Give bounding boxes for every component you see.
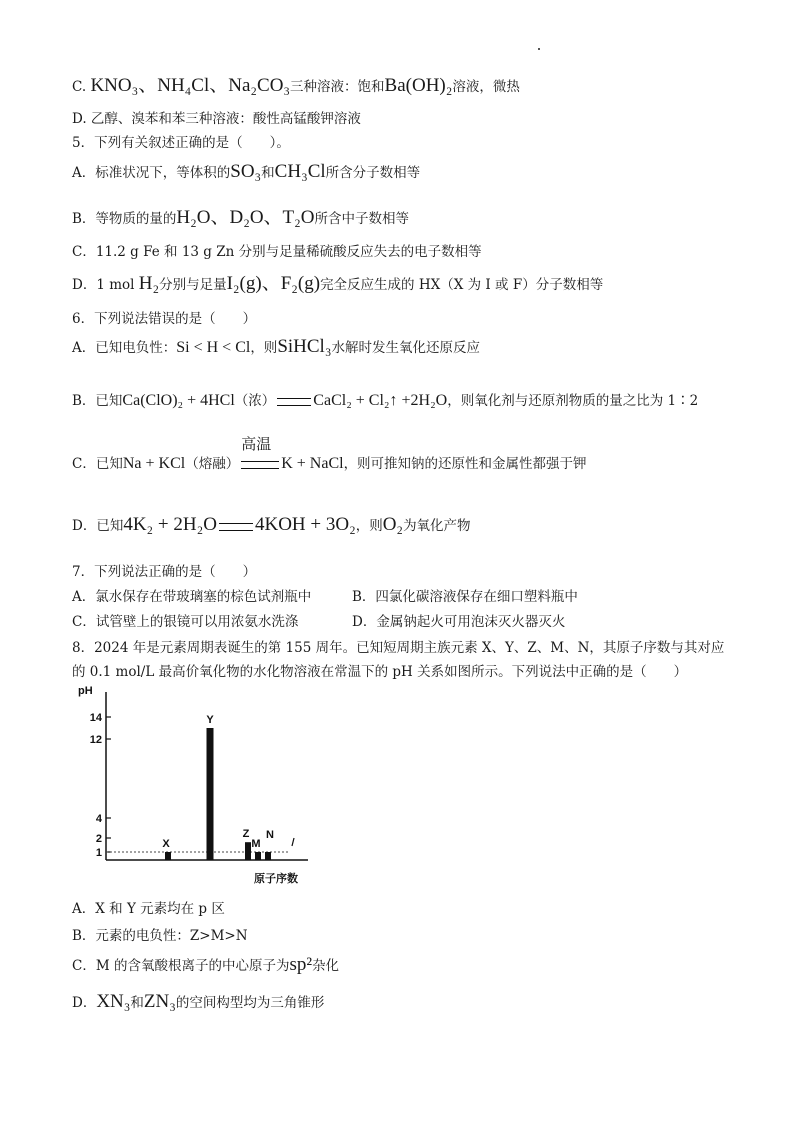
y-tick-label: 12 [89, 734, 102, 746]
bar-X [165, 852, 171, 860]
y-tick-label: 4 [95, 813, 102, 825]
scan-dot [538, 48, 540, 50]
bar-label-Z: Z [242, 828, 250, 841]
axis-break-mark [292, 838, 294, 846]
q6-option-c: C．已知Na + KCl（熔融） 高温 K + NaCl，则可推知钠的还原性和金属性都强于钾 [72, 434, 587, 472]
bar-Z [245, 842, 251, 860]
bar-label-X: X [162, 838, 170, 850]
q8-option-d: D．XN₃和ZN₃的空间构型均为三角锥形 [72, 991, 325, 1012]
q8-stem-line1: 8．2024 年是元素周期表诞生的第 155 周年。已知短周期主族元素 X、Y、Z、M、N，其原子序数与其对应 [72, 640, 725, 656]
q7-option-b: B．四氯化碳溶液保存在细口塑料瓶中 [352, 589, 578, 605]
bar-N [265, 852, 271, 860]
q8-stem-line2: 的 0.1 mol/L 最高价氧化物的水化物溶液在常温下的 pH 关系如图所示。下列说法中正确的是（ ） [72, 664, 688, 680]
q5-option-b: B．等物质的量的H₂O、D₂O、T₂O所含中子数相等 [72, 207, 410, 228]
q6-option-d: D．已知4K₂ + 2H₂O 4KOH + 3O₂，则O₂为氧化产物 [72, 514, 471, 535]
q8-option-a: A．X 和 Y 元素均在 p 区 [72, 901, 225, 917]
q8-option-c: C．M 的含氧酸根离子的中心原子为sp²杂化 [72, 954, 340, 975]
y-axis-label: pH [78, 685, 93, 697]
bar-Y [207, 728, 214, 860]
equals-sign [219, 523, 253, 531]
q5-option-a: A．标准状况下，等体积的SO₃和CH₃Cl所含分子数相等 [72, 161, 421, 182]
q5-option-d: D．1 mol H₂分别与足量I₂(g)、F₂(g)完全反应生成的 HX（X 为 I 或 F）分子数相等 [72, 273, 604, 294]
equals-sign [277, 398, 311, 406]
y-tick-label: 2 [95, 833, 102, 845]
q7-stem: 7．下列说法正确的是（ ） [72, 564, 257, 580]
q5-stem: 5．下列有关叙述正确的是（ ）。 [72, 135, 290, 151]
reaction-condition: 高温 [239, 457, 281, 473]
y-tick-label: 1 [95, 847, 102, 859]
q6-option-a: A．已知电负性：Si < H < Cl，则SiHCl₃水解时发生氧化还原反应 [72, 336, 480, 357]
q6-stem: 6．下列说法错误的是（ ） [72, 311, 257, 327]
q8-option-b: B．元素的电负性：Z>M>N [72, 928, 248, 944]
q5-option-c: C．11.2 g Fe 和 13 g Zn 分别与足量稀硫酸反应失去的电子数相等 [72, 244, 482, 260]
q4-option-c: C. KNO₃、NH₄Cl、Na₂CO₃三种溶液：饱和Ba(OH)₂溶液，微热 [72, 75, 520, 96]
q7-option-d: D．金属钠起火可用泡沫灭火器灭火 [352, 614, 566, 630]
bar-label-Y: Y [206, 714, 214, 726]
y-tick-label: 14 [89, 712, 102, 724]
q7-option-c: C．试管壁上的银镜可以用浓氨水洗涤 [72, 614, 299, 630]
bar-label-M: M [251, 838, 261, 850]
q7-option-a: A．氯水保存在带玻璃塞的棕色试剂瓶中 [72, 589, 312, 605]
q4-option-d: D. 乙醇、溴苯和苯三种溶液：酸性高锰酸钾溶液 [72, 111, 361, 127]
q6-option-b: B．已知Ca(ClO)₂ + 4HCl（浓） CaCl₂ + Cl₂↑ +2H₂O，则氧化剂与还原剂物质的量之比为 1∶2 [72, 392, 699, 409]
bar-label-N: N [266, 829, 274, 841]
ph-bar-chart [70, 682, 330, 892]
bar-M [255, 852, 261, 860]
x-axis-label: 原子序数 [254, 872, 298, 885]
